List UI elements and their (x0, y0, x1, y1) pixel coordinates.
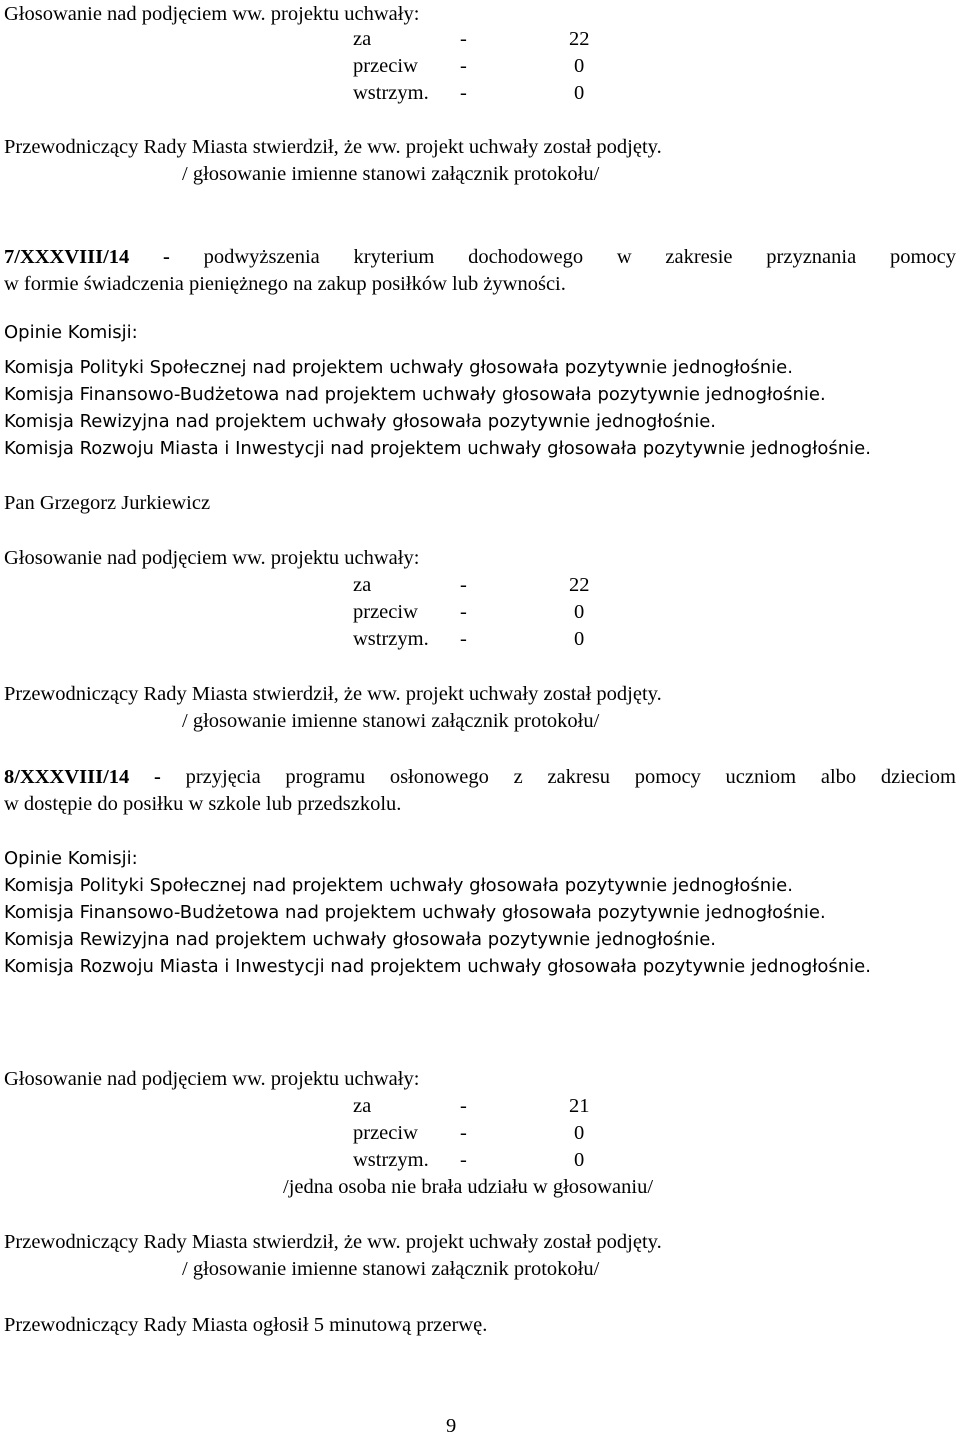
vote-dash: - (460, 82, 467, 104)
vote-count-przeciw: 0 (574, 601, 585, 623)
opinion-line: Komisja Finansowo-Budżetowa nad projektem uchwały głosowała pozytywnie jednogłośnie. (4, 384, 826, 405)
roll-call-note: / głosowanie imienne stanowi załącznik protokołu/ (182, 163, 600, 185)
resolution-8-number: 8/XXXVIII/14 - (4, 766, 161, 788)
opinion-line: Komisja Rozwoju Miasta i Inwestycji nad projektem uchwały głosowała pozytywnie jednogłośnie. (4, 956, 871, 977)
opinion-line: Komisja Rewizyjna nad projektem uchwały głosowała pozytywnie jednogłośnie. (4, 411, 717, 432)
resolution-7-line2: w formie świadczenia pieniężnego na zakup posiłków lub żywności. (4, 273, 566, 295)
resolution-7-number: 7/XXXVIII/14 - (4, 246, 170, 268)
resolution-8-title-start: przyjęcia programu osłonowego z zakresu pomocy uczniom albo dzieciom (185, 766, 957, 788)
vote-dash: - (460, 574, 467, 596)
vote-dash: - (460, 601, 467, 623)
vote-dash: - (460, 28, 467, 50)
vote-dash: - (460, 55, 467, 77)
speaker-name: Pan Grzegorz Jurkiewicz (4, 492, 211, 514)
vote-count-przeciw: 0 (574, 55, 585, 77)
page-number: 9 (446, 1415, 457, 1437)
vote-abstain-note: /jedna osoba nie brała udziału w głosowaniu/ (283, 1176, 654, 1198)
resolution-7-title-start: podwyższenia kryterium dochodowego w zakresie przyznania pomocy (203, 246, 956, 268)
vote-label-wstrzym: wstrzym. (353, 628, 429, 650)
vote-label-przeciw: przeciw (353, 601, 418, 623)
opinion-line: Komisja Polityki Społecznej nad projektem uchwały głosowała pozytywnie jednogłośnie. (4, 357, 793, 378)
vote-label-przeciw: przeciw (353, 55, 418, 77)
confirm-statement: Przewodniczący Rady Miasta stwierdził, że ww. projekt uchwały został podjęty. (4, 136, 662, 158)
resolution-8-line1 (4, 767, 956, 788)
opinions-heading: Opinie Komisji: (4, 848, 138, 869)
vote-label-przeciw: przeciw (353, 1122, 418, 1144)
vote-count-za: 22 (569, 28, 590, 50)
vote-count-wstrzym: 0 (574, 628, 585, 650)
opinion-line: Komisja Polityki Społecznej nad projektem uchwały głosowała pozytywnie jednogłośnie. (4, 875, 793, 896)
vote-dash: - (460, 628, 467, 650)
vote-intro: Głosowanie nad podjęciem ww. projektu uchwały: (4, 1068, 420, 1090)
vote-label-za: za (353, 28, 372, 50)
resolution-8-line2: w dostępie do posiłku w szkole lub przedszkolu. (4, 793, 402, 815)
vote-count-za: 21 (569, 1095, 590, 1117)
break-notice: Przewodniczący Rady Miasta ogłosił 5 minutową przerwę. (4, 1314, 488, 1336)
vote-count-za: 22 (569, 574, 590, 596)
vote-intro: Głosowanie nad podjęciem ww. projektu uchwały: (4, 3, 420, 25)
opinion-line: Komisja Finansowo-Budżetowa nad projektem uchwały głosowała pozytywnie jednogłośnie. (4, 902, 826, 923)
vote-label-wstrzym: wstrzym. (353, 82, 429, 104)
vote-label-wstrzym: wstrzym. (353, 1149, 429, 1171)
roll-call-note: / głosowanie imienne stanowi załącznik protokołu/ (182, 1258, 600, 1280)
vote-intro: Głosowanie nad podjęciem ww. projektu uchwały: (4, 547, 420, 569)
vote-label-za: za (353, 574, 372, 596)
vote-count-przeciw: 0 (574, 1122, 585, 1144)
confirm-statement: Przewodniczący Rady Miasta stwierdził, że ww. projekt uchwały został podjęty. (4, 683, 662, 705)
vote-label-za: za (353, 1095, 372, 1117)
opinions-heading: Opinie Komisji: (4, 322, 138, 343)
vote-count-wstrzym: 0 (574, 1149, 585, 1171)
confirm-statement: Przewodniczący Rady Miasta stwierdził, że ww. projekt uchwały został podjęty. (4, 1231, 662, 1253)
opinion-line: Komisja Rozwoju Miasta i Inwestycji nad projektem uchwały głosowała pozytywnie jednogłośnie. (4, 438, 871, 459)
vote-dash: - (460, 1095, 467, 1117)
opinion-line: Komisja Rewizyjna nad projektem uchwały głosowała pozytywnie jednogłośnie. (4, 929, 717, 950)
vote-dash: - (460, 1149, 467, 1171)
vote-count-wstrzym: 0 (574, 82, 585, 104)
vote-dash: - (460, 1122, 467, 1144)
roll-call-note: / głosowanie imienne stanowi załącznik protokołu/ (182, 710, 600, 732)
resolution-7-line1 (4, 247, 956, 268)
